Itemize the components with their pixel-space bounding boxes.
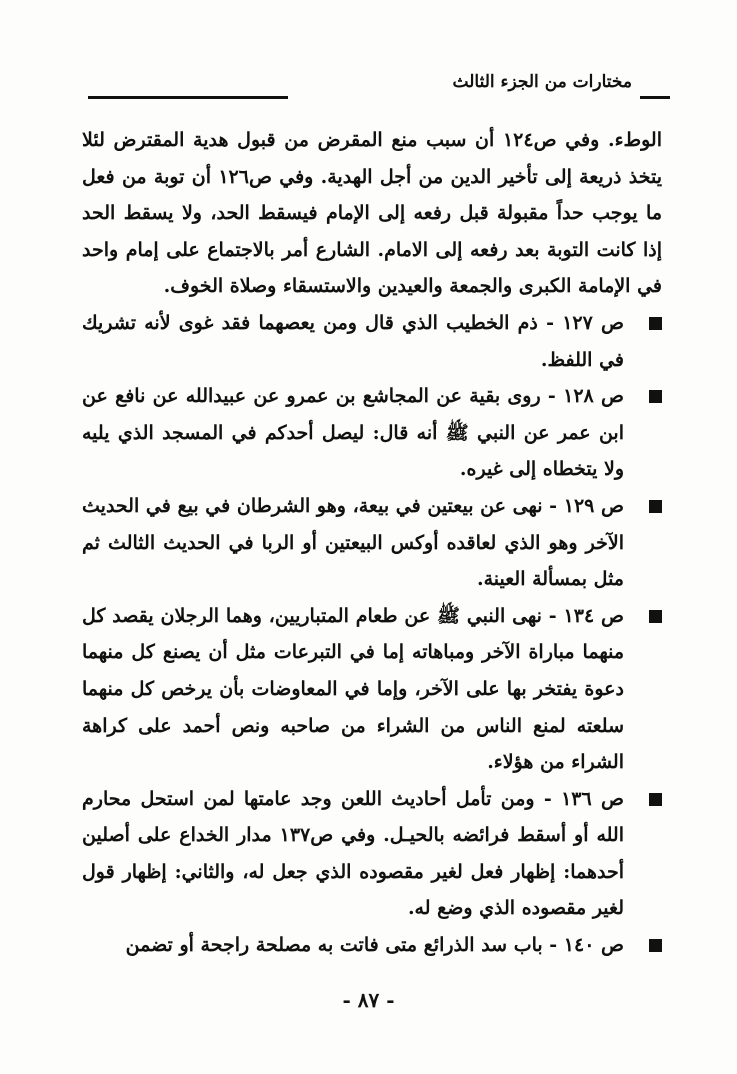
- header-title: مختارات من الجزء الثالث: [452, 72, 632, 92]
- list-item-text: ص ١٤٠ - باب سد الذرائع متى فاتت به مصلحة راجحة أو تضمن: [125, 934, 624, 957]
- square-bullet-icon: [649, 793, 662, 806]
- list-item-text: ص ١٣٦ - ومن تأمل أحاديث اللعن وجد عامتها لمن استحل محارم الله أو أسقط فرائضه بالحيـل. وفي ص١٣٧ مدار الخداع على أصلين أحدهما: إظهار فعل لغير مقصوده الذي جعل له، والثاني: إظهار قول لغير مقصوده الذي وضع له.: [82, 787, 624, 920]
- list-item-text: ص ١٢٨ - روى بقية عن المجاشع بن عمرو عن عبيدالله عن نافع عن ابن عمر عن النبي ﷺ أنه قال: ليصل أحدكم في المسجد الذي يليه ولا يتخطاه إلى غيره.: [82, 385, 624, 481]
- square-bullet-icon: [649, 317, 662, 330]
- list-item-text: ص ١٢٧ - ذم الخطيب الذي قال ومن يعصهما فقد غوى لأنه تشريك في اللفظ.: [82, 311, 624, 371]
- list-item: [82, 927, 662, 964]
- list-item-text: ص ١٣٤ - نهى النبي ﷺ عن طعام المتباريين، وهما الرجلان يقصد كل منهما مباراة الآخر ومباهاته إما في التبرعات مثل أن يصنع كل منهما دعوة يفتخر بها على الآخر، وإما في المعاوضات بأن يرخص كل منهما سلعته لمنع الناس من الشراء من صاحبه ونص أحمد على كراهة الشراء من هؤلاء.: [82, 604, 624, 774]
- header-rule-right: [640, 96, 670, 99]
- list-item: [82, 781, 662, 927]
- list-item: [82, 598, 662, 781]
- page-body: [82, 122, 662, 964]
- list-item: [82, 305, 662, 378]
- square-bullet-icon: [649, 390, 662, 403]
- list-item: [82, 488, 662, 598]
- list-item-text: ص ١٢٩ - نهى عن بيعتين في بيعة، وهو الشرطان في بيع في الحديث الآخر وهو الذي لعاقده أوكس البيعتين أو الربا في الحديث الثالث ثم مثل بمسألة العينة.: [82, 494, 624, 591]
- list-item: [82, 378, 662, 488]
- header-rule-left: [88, 96, 288, 99]
- square-bullet-icon: [649, 610, 662, 623]
- square-bullet-icon: [649, 939, 662, 952]
- running-header: [88, 72, 670, 106]
- square-bullet-icon: [649, 500, 662, 513]
- intro-paragraph: الوطء. وفي ص١٢٤ أن سبب منع المقرض من قبول هدية المقترض لئلا يتخذ ذريعة إلى تأخير الدين من أجل الهدية. وفي ص١٢٦ أن توبة من فعل ما يوجب حداً مقبولة قبل رفعه إلى الإمام فيسقط الحد، ولا يسقط الحد إذا كانت التوبة بعد رفعه إلى الامام. الشارع أمر بالاجتماع على إمام واحد في الإمامة الكبرى والجمعة والعيدين والاستسقاء وصلاة الخوف.: [82, 129, 662, 298]
- page-number: - ٨٧ -: [342, 988, 395, 1012]
